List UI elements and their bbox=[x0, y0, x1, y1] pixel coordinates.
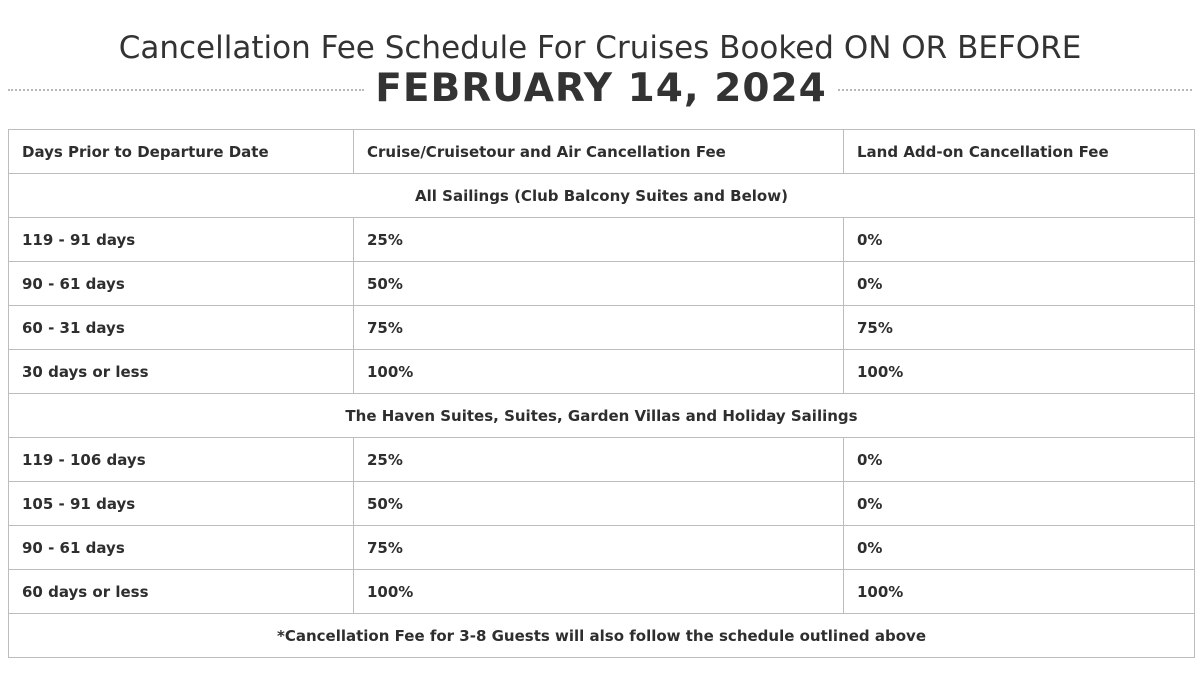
land-fee-cell: 100% bbox=[844, 570, 1195, 614]
section-title: The Haven Suites, Suites, Garden Villas and Holiday Sailings bbox=[9, 394, 1195, 438]
column-header-land-fee: Land Add-on Cancellation Fee bbox=[844, 130, 1195, 174]
cruise-fee-cell: 75% bbox=[354, 526, 844, 570]
land-fee-cell: 0% bbox=[844, 218, 1195, 262]
land-fee-cell: 100% bbox=[844, 350, 1195, 394]
date-heading: FEBRUARY 14, 2024 bbox=[375, 66, 827, 111]
days-cell: 119 - 91 days bbox=[9, 218, 354, 262]
cruise-fee-cell: 100% bbox=[354, 350, 844, 394]
cruise-fee-cell: 100% bbox=[354, 570, 844, 614]
cruise-fee-cell: 25% bbox=[354, 438, 844, 482]
dotted-divider-left bbox=[8, 89, 364, 91]
days-cell: 90 - 61 days bbox=[9, 526, 354, 570]
date-heading-row bbox=[0, 66, 1200, 116]
days-cell: 90 - 61 days bbox=[9, 262, 354, 306]
cancellation-fee-table bbox=[8, 129, 1195, 658]
footnote-row bbox=[9, 614, 1195, 658]
land-fee-cell: 75% bbox=[844, 306, 1195, 350]
table-header-row bbox=[9, 130, 1195, 174]
column-header-days: Days Prior to Departure Date bbox=[9, 130, 354, 174]
table-row bbox=[9, 262, 1195, 306]
cruise-fee-cell: 25% bbox=[354, 218, 844, 262]
section-row bbox=[9, 394, 1195, 438]
table-row bbox=[9, 526, 1195, 570]
days-cell: 60 days or less bbox=[9, 570, 354, 614]
table-row bbox=[9, 218, 1195, 262]
table-row bbox=[9, 570, 1195, 614]
table-row bbox=[9, 482, 1195, 526]
cruise-fee-cell: 50% bbox=[354, 262, 844, 306]
section-title: All Sailings (Club Balcony Suites and Below) bbox=[9, 174, 1195, 218]
land-fee-cell: 0% bbox=[844, 262, 1195, 306]
cruise-fee-cell: 75% bbox=[354, 306, 844, 350]
table-row bbox=[9, 438, 1195, 482]
section-row bbox=[9, 174, 1195, 218]
column-header-cruise-fee: Cruise/Cruisetour and Air Cancellation Fee bbox=[354, 130, 844, 174]
land-fee-cell: 0% bbox=[844, 438, 1195, 482]
days-cell: 60 - 31 days bbox=[9, 306, 354, 350]
table-row bbox=[9, 306, 1195, 350]
land-fee-cell: 0% bbox=[844, 526, 1195, 570]
land-fee-cell: 0% bbox=[844, 482, 1195, 526]
days-cell: 30 days or less bbox=[9, 350, 354, 394]
dotted-divider-right bbox=[838, 89, 1192, 91]
footnote: *Cancellation Fee for 3-8 Guests will also follow the schedule outlined above bbox=[9, 614, 1195, 658]
days-cell: 119 - 106 days bbox=[9, 438, 354, 482]
cruise-fee-cell: 50% bbox=[354, 482, 844, 526]
days-cell: 105 - 91 days bbox=[9, 482, 354, 526]
table-row bbox=[9, 350, 1195, 394]
page-title: Cancellation Fee Schedule For Cruises Booked ON OR BEFORE bbox=[118, 30, 1082, 66]
